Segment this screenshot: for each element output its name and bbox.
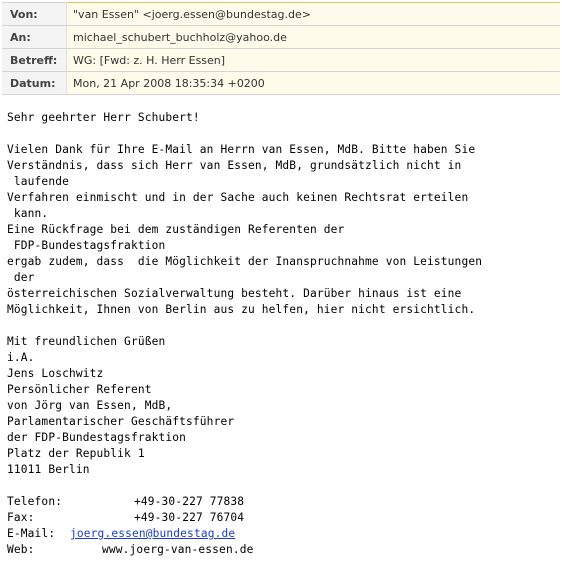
fax-value: +49-30-227 76704 [134,511,245,524]
contact-email [7,526,559,542]
paragraph-line: Verständnis, dass sich Herr van Essen, MdB, grundsätzlich nicht in [7,159,462,172]
contact-phone [7,494,559,510]
header-row-from [2,3,560,26]
from-label: Von: [2,3,67,26]
signature-line: der FDP-Bundestagsfraktion [7,431,187,444]
contact-fax [7,510,559,526]
paragraph-line: FDP-Bundestagsfraktion [7,239,166,252]
paragraph-line: kann. [7,207,49,220]
paragraph-line: ergab zudem, dass die Möglichkeit der Inanspruchnahme von Leistungen [7,255,483,268]
header-row-subject [2,49,560,72]
signature-line: Mit freundlichen Grüßen [7,335,166,348]
paragraph-line: österreichischen Sozialverwaltung besteht. Darüber hinaus ist eine [7,287,462,300]
email-label: E-Mail: [7,527,56,540]
signature-line: Platz der Republik 1 [7,447,145,460]
to-value[interactable]: michael_schubert_buchholz@yahoo.de [67,26,561,49]
signature-line: 11011 Berlin [7,463,90,476]
signature-line: i.A. [7,351,35,364]
email-header-table [2,2,560,95]
paragraph-line: der [7,271,35,284]
email-link[interactable]: joerg.essen@bundestag.de [70,527,236,540]
web-value: www.joerg-van-essen.de [102,543,254,556]
subject-label: Betreff: [2,49,67,72]
paragraph-line: Möglichkeit, Ihnen von Berlin aus zu helfen, hier nicht ersichtlich. [7,303,476,316]
contact-web [7,542,559,558]
paragraph-line: Vielen Dank für Ihre E-Mail an Herrn van Essen, MdB. Bitte haben Sie [7,143,476,156]
subject-value: WG: [Fwd: z. H. Herr Essen] [67,49,561,72]
email-body [7,110,559,558]
header-row-date [2,72,560,95]
to-label: An: [2,26,67,49]
signature-line: von Jörg van Essen, MdB, [7,399,173,412]
paragraph-line: laufende [7,175,69,188]
header-row-to [2,26,560,49]
signature-line: Jens Loschwitz [7,367,104,380]
phone-label: Telefon: [7,495,63,508]
blank-line [7,318,559,334]
paragraph-line: Eine Rückfrage bei dem zuständigen Referenten der [7,223,345,236]
web-label: Web: [7,543,35,556]
paragraph-line: Verfahren einmischt und in der Sache auch keinen Rechtsrat erteilen [7,191,469,204]
phone-value: +49-30-227 77838 [134,495,245,508]
blank-line [7,478,559,494]
signature-line: Persönlicher Referent [7,383,152,396]
from-value[interactable]: "van Essen" <joerg.essen@bundestag.de> [67,3,561,26]
signature-line: Parlamentarischer Geschäftsführer [7,415,235,428]
blank-line [7,126,559,142]
date-label: Datum: [2,72,67,95]
greeting: Sehr geehrter Herr Schubert! [7,111,200,124]
date-value: Mon, 21 Apr 2008 18:35:34 +0200 [67,72,561,95]
fax-label: Fax: [7,511,35,524]
